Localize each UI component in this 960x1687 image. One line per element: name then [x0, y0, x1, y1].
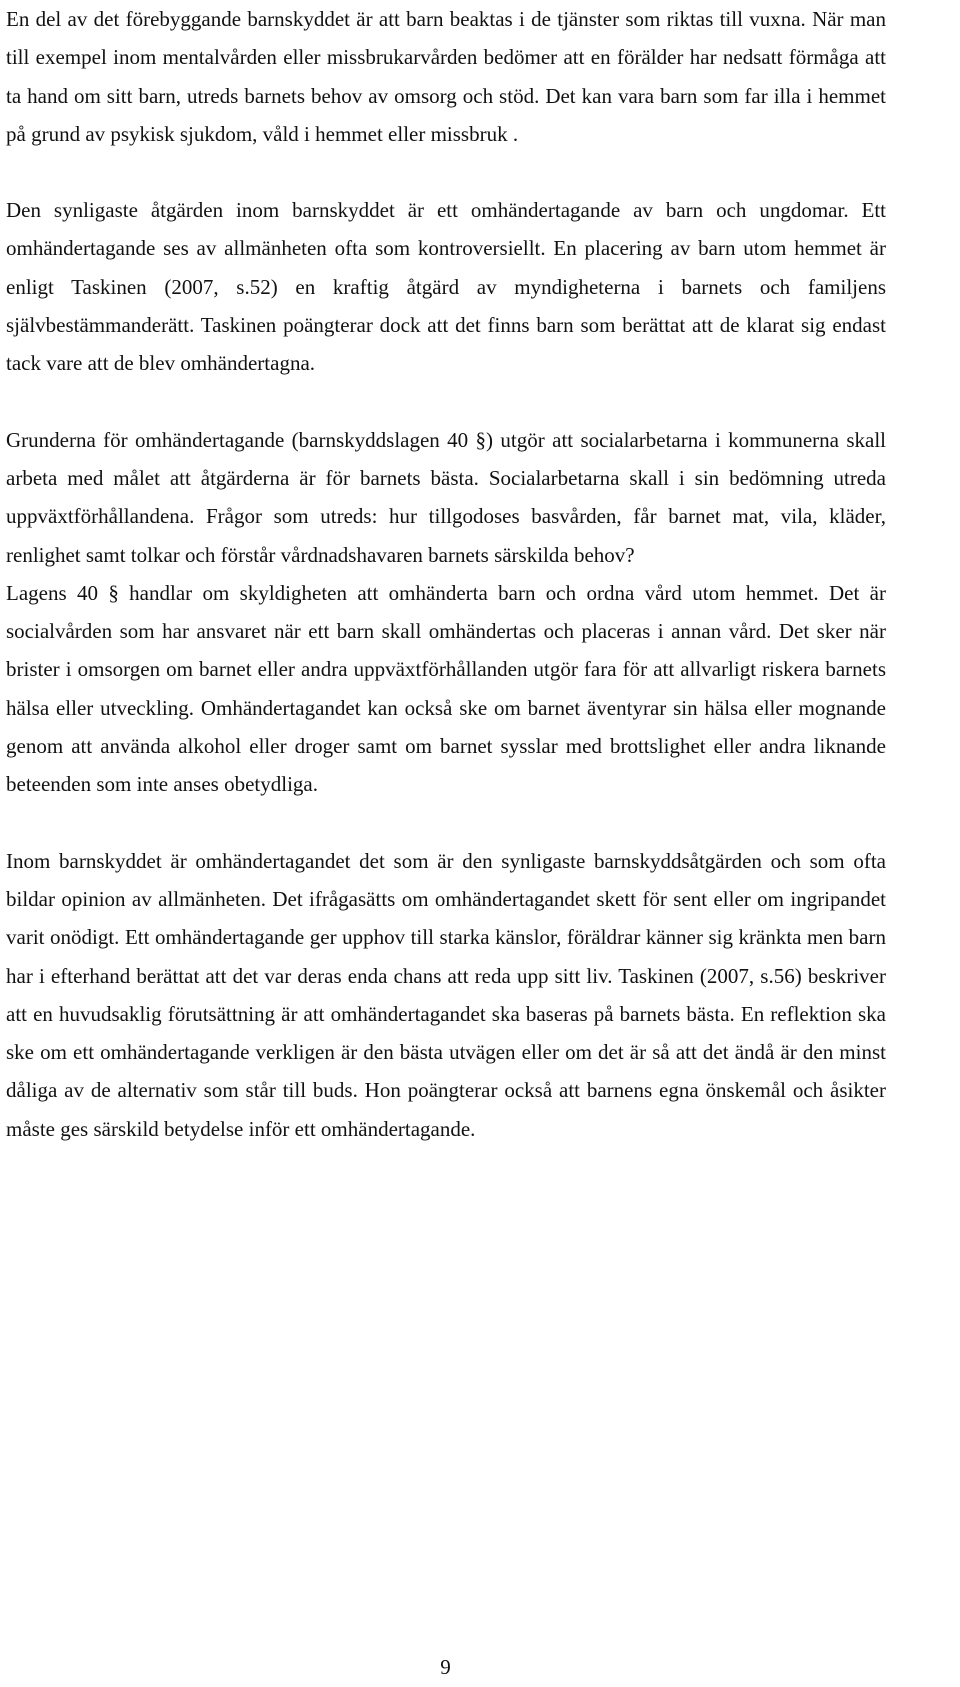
paragraph-law-section-40: Lagens 40 § handlar om skyldigheten att omhänderta barn och ordna vård utom hemmet. Det är socialvården som har ansvaret när ett barn skall omhändertas och placeras i annan vård. Det sker när brister i omsorgen om barnet eller andra uppväxtförhållanden utgör fara för att allvarligt riskera barnets hälsa eller utveckling. Omhändertagandet kan också ske om barnet äventyrar sin hälsa eller mognande genom att använda alkohol eller droger samt om barnet sysslar med brottslighet eller andra liknande beteenden som inte anses obetydliga.: [6, 580, 886, 797]
paragraph-visible-measure: Den synligaste åtgärden inom barnskyddet är ett omhändertagande av barn och ungdomar. Ett omhändertagande ses av allmänheten ofta som kontroversiellt. En placering av barn utom hemmet är enligt Taskinen (2007, s.52) en kraftig åtgärd av myndigheterna i barnets och familjens självbestämmanderätt. Taskinen poängterar dock att det finns barn som berättat att de klarat sig endast tack vare att de blev omhändertagna.: [6, 198, 886, 376]
paragraph-public-opinion: Inom barnskyddet är omhändertagandet det som är den synligaste barnskyddsåtgärden och som ofta bildar opinion av allmänheten. Det ifrågasätts om omhändertagandet skett för sent eller om ingripandet varit onödigt. Ett omhändertagande ger upphov till starka känslor, föräldrar känner sig kränkta men barn har i efterhand berättat att det var deras enda chans att reda upp sitt liv. Taskinen (2007, s.56) beskriver att en huvudsaklig förutsättning är att omhändertagandet ska baseras på barnets bästa. En reflektion ska ske om ett omhändertagande verkligen är den bästa utvägen eller om det är så att det ändå är den minst dåliga av de alternativ som står till buds. Hon poängterar också att barnens egna önskemål och åsikter måste ges särskild betydelse inför ett omhändertagande.: [6, 848, 886, 1141]
page-number: 9: [440, 1655, 451, 1679]
paragraph-grounds-for-custody: Grunderna för omhändertagande (barnskyddslagen 40 §) utgör att socialarbetarna i kommunerna skall arbeta med målet att åtgärderna är för barnets bästa. Socialarbetarna skall i sin bedömning utreda uppväxtförhållandena. Frågor som utreds: hur tillgodoses basvården, får barnet mat, vila, kläder, renlighet samt tolkar och förstår vårdnadshavaren barnets särskilda behov?: [6, 427, 886, 567]
paragraph-preventive-child-protection: En del av det förebyggande barnskyddet är att barn beaktas i de tjänster som riktas till vuxna. När man till exempel inom mentalvården eller missbrukarvården bedömer att en förälder har nedsatt förmåga att ta hand om sitt barn, utreds barnets behov av omsorg och stöd. Det kan vara barn som far illa i hemmet på grund av psykisk sjukdom, våld i hemmet eller missbruk .: [6, 7, 886, 146]
document-page: [6, 0, 886, 1148]
